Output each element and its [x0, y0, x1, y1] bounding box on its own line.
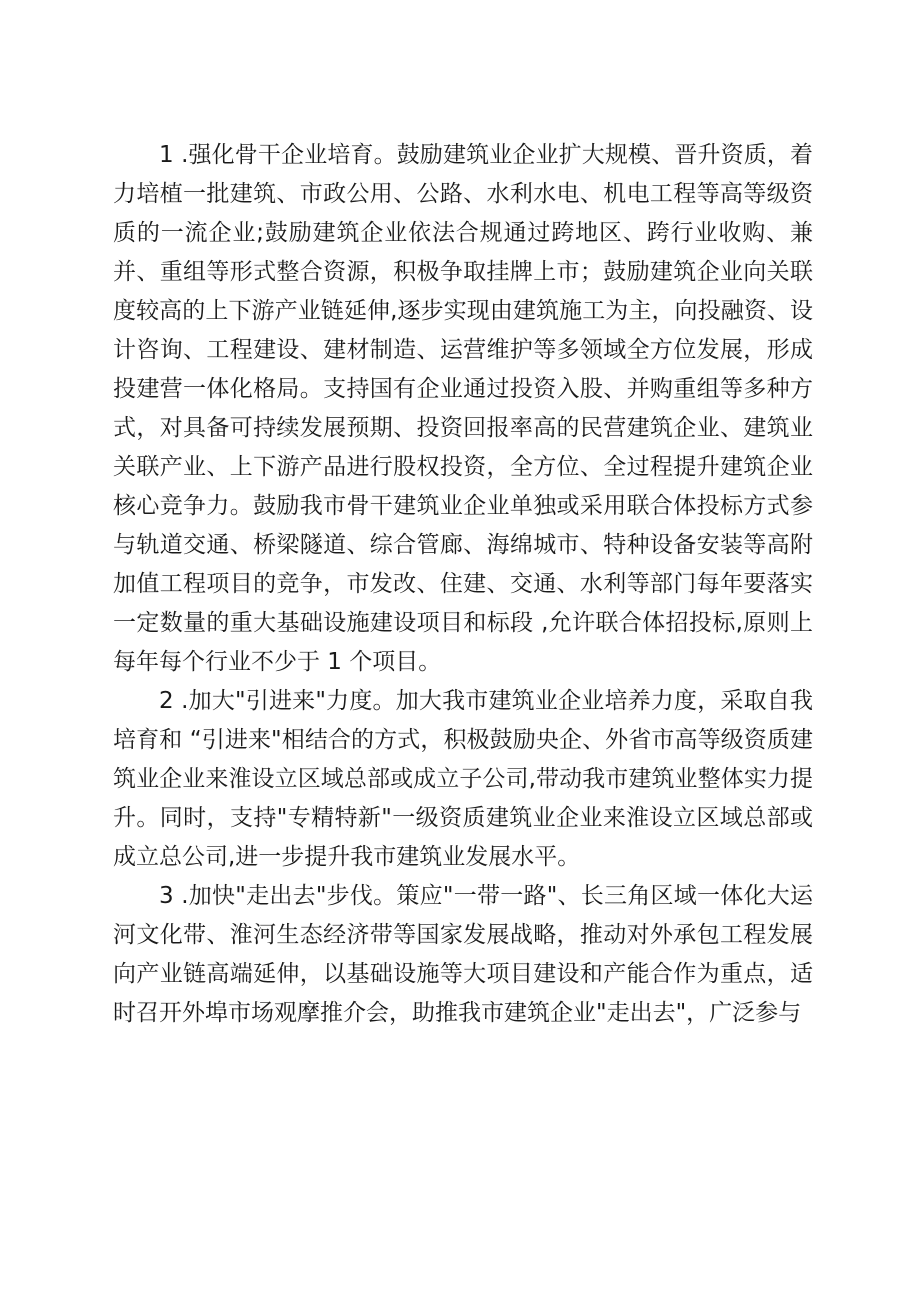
paragraph-3: 3 .加快"走出去"步伐。策应"一带一路"、长三角区域一体化大运河文化带、淮河生态经济带等国家发展战略，推动对外承包工程发展向产业链高端延伸，以基础设施等大项目建设和产能合作为重点，适时召开外埠市场观摩推介会，助推我市建筑企业"走出去"，广泛参与 [113, 883, 813, 1026]
document-body [113, 136, 813, 1033]
paragraph-1: 1 .强化骨干企业培育。鼓励建筑业企业扩大规模、晋升资质，着力培植一批建筑、市政公用、公路、水利水电、机电工程等高等级资质的一流企业;鼓励建筑企业依法合规通过跨地区、跨行业收购、兼并、重组等形式整合资源，积极争取挂牌上市；鼓励建筑企业向关联度较高的上下游产业链延伸,逐步实现由建筑施工为主，向投融资、设计咨询、工程建设、建材制造、运营维护等多领域全方位发展，形成投建营一体化格局。支持国有企业通过投资入股、并购重组等多种方式，对具备可持续发展预期、投资回报率高的民营建筑企业、建筑业关联产业、上下游产品进行股权投资，全方位、全过程提升建筑企业核心竞争力。鼓励我市骨干建筑业企业单独或采用联合体投标方式参与轨道交通、桥梁隧道、综合管廊、海绵城市、特种设备安装等高附加值工程项目的竞争，市发改、住建、交通、水利等部门每年要落实一定数量的重大基础设施建设项目和标段 ,允许联合体招投标,原则上每年每个行业不少于 1 个项目。 [113, 142, 813, 675]
paragraph-2: 2 .加大"引进来"力度。加大我市建筑业企业培养力度，采取自我培育和 “引进来"相结合的方式，积极鼓励央企、外省市高等级资质建筑业企业来淮设立区域总部或成立子公司,带动我市建筑业整体实力提升。同时，支持"专精特新"一级资质建筑业企业来淮设立区域总部或成立总公司,进一步提升我市建筑业发展水平。 [113, 688, 813, 870]
